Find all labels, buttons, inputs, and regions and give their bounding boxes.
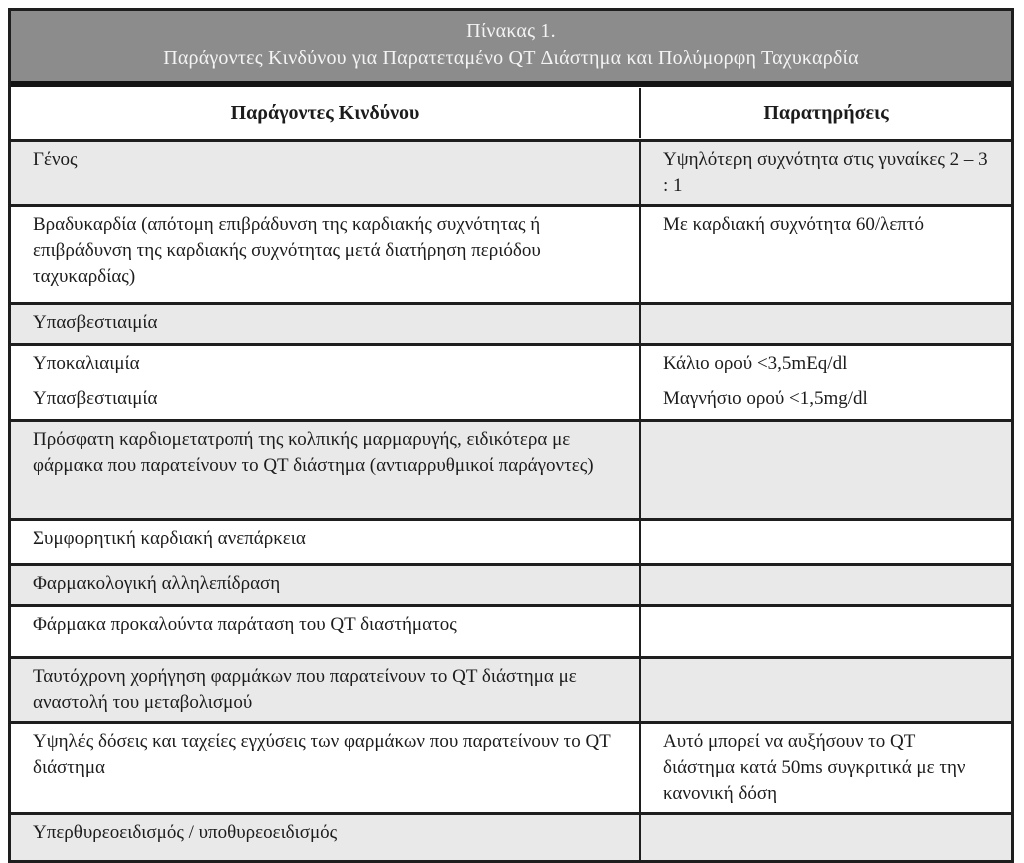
notes-cell — [639, 346, 1011, 419]
notes-cell — [639, 566, 1011, 604]
factor-cell — [11, 724, 639, 812]
factor-text: Υποκαλιαιμία — [33, 353, 140, 374]
table-row — [11, 563, 1011, 604]
factor-cell — [11, 305, 639, 343]
factor-text: Γένος — [33, 149, 78, 170]
table-title-band — [11, 11, 1011, 87]
notes-cell — [639, 142, 1011, 204]
notes-cell — [639, 305, 1011, 343]
table-row — [11, 518, 1011, 563]
notes-cell — [639, 207, 1011, 302]
factor-text: Φάρμακα προκαλούντα παράταση του QT διαστήματος — [33, 614, 457, 635]
table-row — [11, 812, 1011, 860]
factor-text: Βραδυκαρδία (απότομη επιβράδυνση της καρδιακής συχνότητας ή επιβράδυνση της καρδιακής συχνότητας μετά διατήρηση περιόδου ταχυκαρδίας) — [33, 214, 541, 287]
factor-cell — [11, 207, 639, 302]
factor-cell — [11, 815, 639, 860]
table-row — [11, 204, 1011, 302]
column-header-notes: Παρατηρήσεις — [639, 88, 1011, 138]
table-row — [11, 139, 1011, 204]
table-row — [11, 302, 1011, 343]
risk-factors-table — [8, 8, 1014, 863]
factor-cell — [11, 422, 639, 518]
factor-text: Συμφορητική καρδιακή ανεπάρκεια — [33, 528, 306, 549]
notes-cell — [639, 607, 1011, 656]
factor-text: Πρόσφατη καρδιομετατροπή της κολπικής μαρμαρυγής, ειδικότερα με φάρμακα που παρατείνουν το QT διάστημα (αντιαρρυθμικοί παράγοντες) — [33, 429, 594, 476]
note-text: Αυτό μπορεί να αυξήσουν το QT διάστημα κατά 50ms συγκριτικά με την κανονική δόση — [663, 731, 966, 804]
factor-cell — [11, 607, 639, 656]
table-row — [11, 419, 1011, 518]
factor-cell — [11, 566, 639, 604]
factor-text: Φαρμακολογική αλληλεπίδραση — [33, 573, 281, 594]
notes-cell — [639, 659, 1011, 721]
factor-text: Ταυτόχρονη χορήγηση φαρμάκων που παρατείνουν το QT διάστημα με αναστολή του μεταβολισμού — [33, 666, 577, 713]
table-title: Παράγοντες Κινδύνου για Παρατεταμένο QT Διάστημα και Πολύμορφη Ταχυκαρδία — [163, 47, 859, 69]
note-text: Κάλιο ορού <3,5mEq/dl — [663, 353, 848, 374]
factor-cell — [11, 346, 639, 419]
table-row — [11, 343, 1011, 419]
note-text: Μαγνήσιο ορού <1,5mg/dl — [663, 388, 868, 409]
table-header-row — [11, 87, 1011, 139]
table-number: Πίνακας 1. — [466, 20, 556, 42]
table-row — [11, 721, 1011, 812]
factor-text: Υπασβεστιαιμία — [33, 388, 158, 409]
factor-cell — [11, 521, 639, 563]
column-header-factors: Παράγοντες Κινδύνου — [230, 102, 420, 124]
notes-cell — [639, 724, 1011, 812]
note-text: Με καρδιακή συχνότητα 60/λεπτό — [663, 214, 925, 235]
factor-cell — [11, 142, 639, 204]
table-row — [11, 656, 1011, 721]
notes-cell — [639, 521, 1011, 563]
factor-text: Υψηλές δόσεις και ταχείες εγχύσεις των φαρμάκων που παρατείνουν το QT διάστημα — [33, 731, 611, 778]
notes-cell — [639, 422, 1011, 518]
notes-cell — [639, 815, 1011, 860]
factor-text: Υπερθυρεοειδισμός / υποθυρεοειδισμός — [33, 822, 338, 843]
factor-cell — [11, 659, 639, 721]
table-row — [11, 604, 1011, 656]
note-text: Υψηλότερη συχνότητα στις γυναίκες 2 – 3 : 1 — [663, 149, 988, 196]
factor-text: Υπασβεστιαιμία — [33, 312, 158, 333]
table-body — [11, 139, 1011, 860]
